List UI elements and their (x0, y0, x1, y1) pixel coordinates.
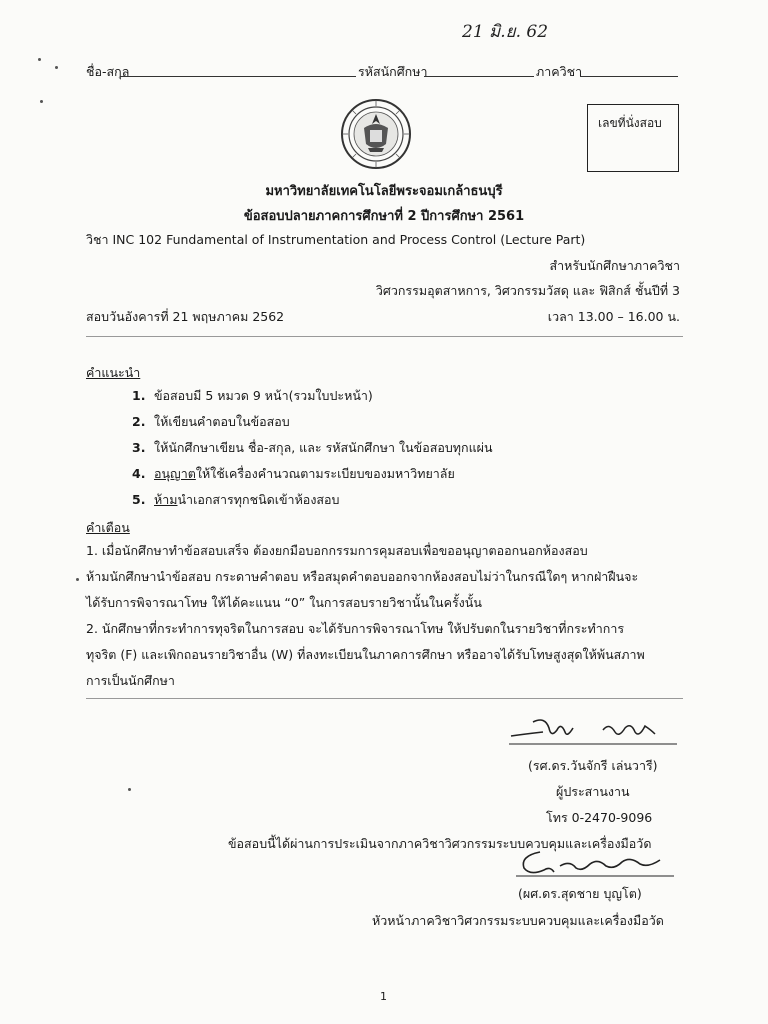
head-role: หัวหน้าภาควิชาวิศวกรรมระบบควบคุมและเครื่องมือวัด (372, 913, 664, 928)
head-name: (ผศ.ดร.สุดชาย บุญโต) (518, 886, 642, 901)
warning-line: ทุจริต (F) และเพิกถอนรายวิชาอื่น (W) ที่ลงทะเบียนในภาคการศึกษา หรืออาจได้รับโทษสูงสุดให้พ้นสภาพ (86, 647, 645, 662)
coordinator-phone: โทร 0-2470-9096 (546, 810, 653, 825)
student-id-label: รหัสนักศึกษา (358, 64, 428, 79)
warning-line: ได้รับการพิจารณาโทษ ให้ได้คะแนน “0” ในการสอบรายวิชานั้นในครั้งนั้น (86, 595, 482, 610)
instruction-text: ให้เขียนคำตอบในข้อสอบ (154, 414, 290, 429)
department-label: ภาควิชา (536, 64, 583, 79)
instruction-num: 1. (132, 388, 146, 403)
instruction-emphasis: ห้าม (154, 492, 178, 507)
warnings-body (86, 541, 686, 697)
head-signature (510, 842, 680, 882)
scan-mark (38, 58, 41, 61)
exam-time: เวลา 13.00 – 16.00 น. (547, 309, 680, 324)
instruction-item (132, 490, 652, 516)
instruction-num: 5. (132, 492, 146, 507)
instruction-item (132, 412, 652, 438)
name-label: ชื่อ-สกุล (86, 64, 130, 79)
instruction-item (132, 438, 652, 464)
departments: วิศวกรรมอุตสาหการ, วิศวกรรมวัสดุ และ ฟิสิกส์ ชั้นปีที่ 3 (375, 283, 680, 298)
warning-line: ห้ามนักศึกษานำข้อสอบ กระดาษคำตอบ หรือสมุดคำตอบออกจากห้องสอบไม่ว่าในกรณีใดๆ หากฝ่าฝืนจะ (86, 569, 639, 584)
scan-mark (55, 66, 58, 69)
instruction-num: 4. (132, 466, 146, 481)
instruction-text: ข้อสอบมี 5 หมวด 9 หน้า(รวมใบปะหน้า) (154, 388, 373, 403)
page-number: 1 (380, 990, 387, 1003)
instruction-text: นำเอกสารทุกชนิดเข้าห้องสอบ (177, 492, 340, 507)
exam-date: สอบวันอังคารที่ 21 พฤษภาคม 2562 (86, 309, 285, 324)
coordinator-role: ผู้ประสานงาน (556, 784, 630, 799)
approval-statement: ข้อสอบนี้ได้ผ่านการประเมินจากภาควิชาวิศวกรรมระบบควบคุมและเครื่องมือวัด (228, 836, 652, 851)
university-seal-icon (340, 98, 412, 170)
scan-mark (128, 788, 131, 791)
coordinator-name: (รศ.ดร.วันจักรี เล่นวารี) (528, 758, 658, 773)
seat-number-label: เลขที่นั่งสอบ (598, 116, 662, 130)
divider (86, 336, 683, 337)
instructions-list (132, 386, 652, 516)
scan-mark (40, 100, 43, 103)
student-id-field[interactable] (424, 76, 534, 77)
instruction-item (132, 386, 652, 412)
exam-title: ข้อสอบปลายภาคการศึกษาที่ 2 ปีการศึกษา 2561 (243, 209, 525, 224)
scan-mark (76, 578, 79, 581)
department-field[interactable] (580, 76, 678, 77)
instruction-num: 3. (132, 440, 146, 455)
coordinator-signature (505, 708, 680, 748)
course-title: วิชา INC 102 Fundamental of Instrumentation and Process Control (Lecture Part) (86, 232, 586, 247)
seat-number-box[interactable] (587, 104, 679, 172)
instruction-emphasis: อนุญาต (154, 466, 196, 481)
instructions-heading: คำแนะนำ (86, 365, 141, 380)
warnings-heading: คำเตือน (86, 520, 130, 535)
instruction-text: ให้ใช้เครื่องคำนวณตามระเบียบของมหาวิทยาลัย (195, 466, 455, 481)
warning-line: การเป็นนักศึกษา (86, 673, 175, 688)
instruction-item (132, 464, 652, 490)
university-name: มหาวิทยาลัยเทคโนโลยีพระจอมเกล้าธนบุรี (265, 184, 503, 199)
instruction-num: 2. (132, 414, 146, 429)
warning-line: 2. นักศึกษาที่กระทำการทุจริตในการสอบ จะได้รับการพิจารณาโทษ ให้ปรับตกในรายวิชาที่กระทำการ (86, 621, 625, 636)
for-students-label: สำหรับนักศึกษาภาควิชา (549, 258, 680, 273)
warning-line: 1. เมื่อนักศึกษาทำข้อสอบเสร็จ ต้องยกมือบอกกรรมการคุมสอบเพื่อขออนุญาตออกนอกห้องสอบ (86, 543, 588, 558)
instruction-text: ให้นักศึกษาเขียน ชื่อ-สกุล, และ รหัสนักศึกษา ในข้อสอบทุกแผ่น (154, 440, 493, 455)
divider (86, 698, 683, 699)
name-field[interactable] (120, 76, 356, 77)
handwritten-date: 21 มิ.ย. 62 (462, 22, 549, 42)
